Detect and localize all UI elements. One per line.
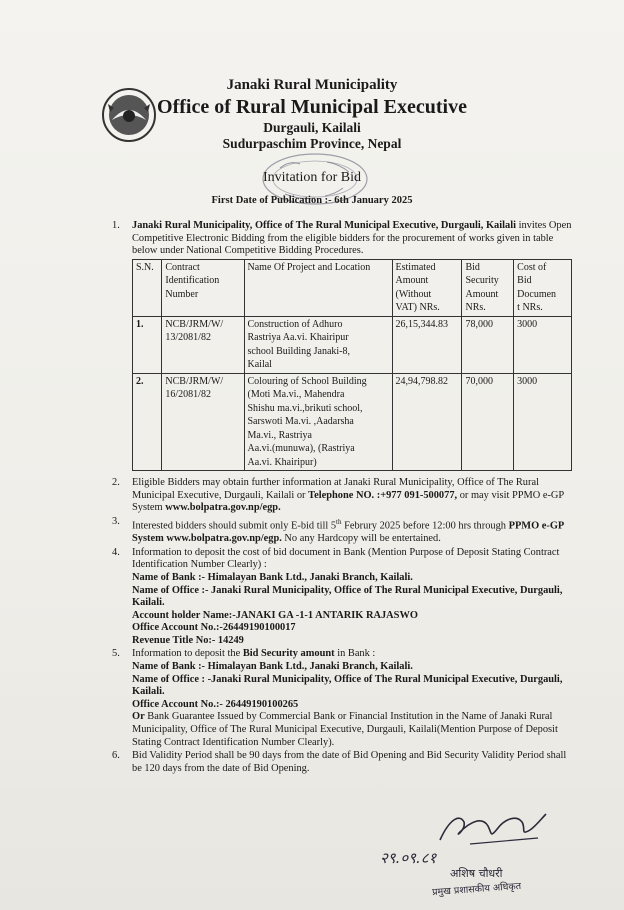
signature-date: २९.०९.८१: [380, 849, 437, 867]
egp-link[interactable]: www.bolpatra.gov.np/egp.: [165, 502, 281, 514]
cell-sn: 2.: [133, 373, 162, 471]
phone-number: Telephone NO. :+977 091-500077,: [308, 489, 458, 501]
cell-security: 70,000: [462, 373, 514, 471]
list-item: 3. Interested bidders should submit only E-bid till 5th Februry 2025 before 12:00 hrs through PPMO e-GP System www.bolpatra.gov.np/egp. No any Hardcopy will be entertained.: [112, 516, 564, 545]
item-number: 6.: [112, 750, 120, 762]
item-number: 5.: [112, 648, 120, 660]
item-text-bold: Janaki Rural Municipality, Office of The Rural Municipal Executive, Durgauli, Kailali: [132, 220, 516, 231]
account-number: Office Account No.:-26449190100017: [132, 622, 296, 634]
account-holder: Account holder Name:-JANAKI GA -1-1 ANTARIK RAJASWO: [132, 609, 418, 621]
header-estimate: Estimated Amount (Without VAT) NRs.: [392, 259, 462, 316]
signatory-title: प्रमुख प्रशासकीय अधिकृत: [431, 880, 522, 899]
signatory-name: अशिष चौधरी: [450, 867, 503, 880]
list-item: 6. Bid Validity Period shall be 90 days from the date of Bid Opening and Bid Security Validity Period shall be 120 days from the date of Bid Opening.: [112, 750, 567, 774]
header-project: Name Of Project and Location: [244, 259, 392, 316]
list-item: 4. Information to deposit the cost of bid document in Bank (Mention Purpose of Deposit Stating Contract Identification Number Clearly) : Name of Bank :- Himalayan Bank Ltd., Janaki Branch, Kailali. Name of Office :- Janaki Rural Municipality, Office of The Rural Municipal Executive, Durgauli, Kailali. Account holder Name:-JANAKI GA -1-1 ANTARIK RAJASWO Office Account No.:-26449190100017 Revenue Title No:- 14249: [112, 547, 578, 648]
account-number: Office Account No.:- 26449190100265: [132, 698, 299, 710]
handwritten-signature: [430, 808, 550, 848]
cell-project: Colouring of School Building (Moti Ma.vi., Mahendra Shishu ma.vi.,brikuti school, Sarswoti Ma.vi. ,Aadarsha Ma.vi., Rastriya Aa.vi.(munuwa), (Rastriya Aa.vi. Khairipur): [244, 373, 392, 471]
item-number: 4.: [112, 546, 120, 558]
table-row: [133, 373, 572, 471]
cell-contract: NCB/JRM/W/ 16/2081/82: [162, 373, 244, 471]
office-location: Durgauli, Kailali: [263, 120, 361, 135]
publication-date: First Date of Publication :- 6th January 2025: [211, 195, 413, 206]
notice-body: [112, 220, 578, 776]
cell-project: Construction of Adhuro Rastriya Aa.vi. Khairipur school Building Janaki-8, Kailal: [244, 316, 392, 373]
bid-table: [132, 259, 572, 472]
office-name: Office of Rural Municipal Executive: [157, 96, 467, 118]
list-item: 2. Eligible Bidders may obtain further information at Janaki Rural Municipality, Office of The Rural Municipal Executive, Durgauli, Kailali or Telephone NO. :+977 091-500077, or may visit PPMO e-GP System www.bolpatra.gov.np/egp.: [112, 477, 564, 514]
bank-guarantee-text: Bank Guarantee Issued by Commercial Bank or Financial Institution in the Name of Janaki Rural Municipality, Office of The Rural Municipal Executive, Durgauli, Kailali(Mention Purpose of Deposit Stating Contract Identification Number Clearly).: [132, 711, 558, 748]
municipality-name: Janaki Rural Municipality: [226, 77, 398, 93]
item-number: 3.: [112, 516, 120, 528]
header-cost: Cost of Bid Documen t NRs.: [514, 259, 572, 316]
office-name-deposit: Name of Office :- Janaki Rural Municipality, Office of The Rural Municipal Executive, Durgauli, Kailali.: [132, 584, 563, 609]
province-name: Sudurpaschim Province, Nepal: [222, 136, 402, 151]
table-header-row: [133, 259, 572, 316]
list-item: [112, 220, 578, 258]
revenue-title: Revenue Title No:- 14249: [132, 634, 244, 646]
cell-estimate: 24,94,798.82: [392, 373, 462, 471]
bank-name: Name of Bank :- Himalayan Bank Ltd., Janaki Branch, Kailali.: [132, 661, 413, 673]
letterhead: [0, 76, 624, 152]
item-text: invites Open Competitive Electronic Bidding from the eligible bidders for the procurement of works given in table below under National Competitive Bidding Procedures.: [132, 220, 572, 257]
cell-contract: NCB/JRM/W/ 13/2081/82: [162, 316, 244, 373]
item-number: 1.: [112, 220, 120, 231]
bank-name: Name of Bank :- Himalayan Bank Ltd., Janaki Branch, Kailali.: [132, 571, 413, 583]
header-contract: Contract Identification Number: [162, 259, 244, 316]
cell-estimate: 26,15,344.83: [392, 316, 462, 373]
cell-sn: 1.: [133, 316, 162, 373]
table-row: [133, 316, 572, 373]
cell-security: 78,000: [462, 316, 514, 373]
header-security: Bid Security Amount NRs.: [462, 259, 514, 316]
egp-system-link[interactable]: PPMO e-GP System www.bolpatra.gov.np/egp.: [132, 520, 564, 545]
office-name-deposit: Name of Office : -Janaki Rural Municipality, Office of The Rural Municipal Executive, Durgauli, Kailali.: [132, 673, 563, 698]
cell-cost: 3000: [514, 316, 572, 373]
list-item: 5. Information to deposit the Bid Security amount in Bank : Name of Bank :- Himalayan Bank Ltd., Janaki Branch, Kailali. Name of Office : -Janaki Rural Municipality, Office of The Rural Municipal Executive, Durgauli, Kailali. Office Account No.:- 26449190100265 Or Bank Guarantee Issued by Commercial Bank or Financial Institution in the Name of Janaki Rural Municipality, Office of The Rural Municipal Executive, Durgauli, Kailali(Mention Purpose of Deposit Stating Contract Identification Number Clearly).: [112, 648, 578, 749]
header-sn: S.N.: [133, 259, 162, 316]
item-number: 2.: [112, 477, 120, 489]
signature-block: [380, 808, 560, 906]
cell-cost: 3000: [514, 373, 572, 471]
document-title: Invitation for Bid: [263, 170, 361, 185]
